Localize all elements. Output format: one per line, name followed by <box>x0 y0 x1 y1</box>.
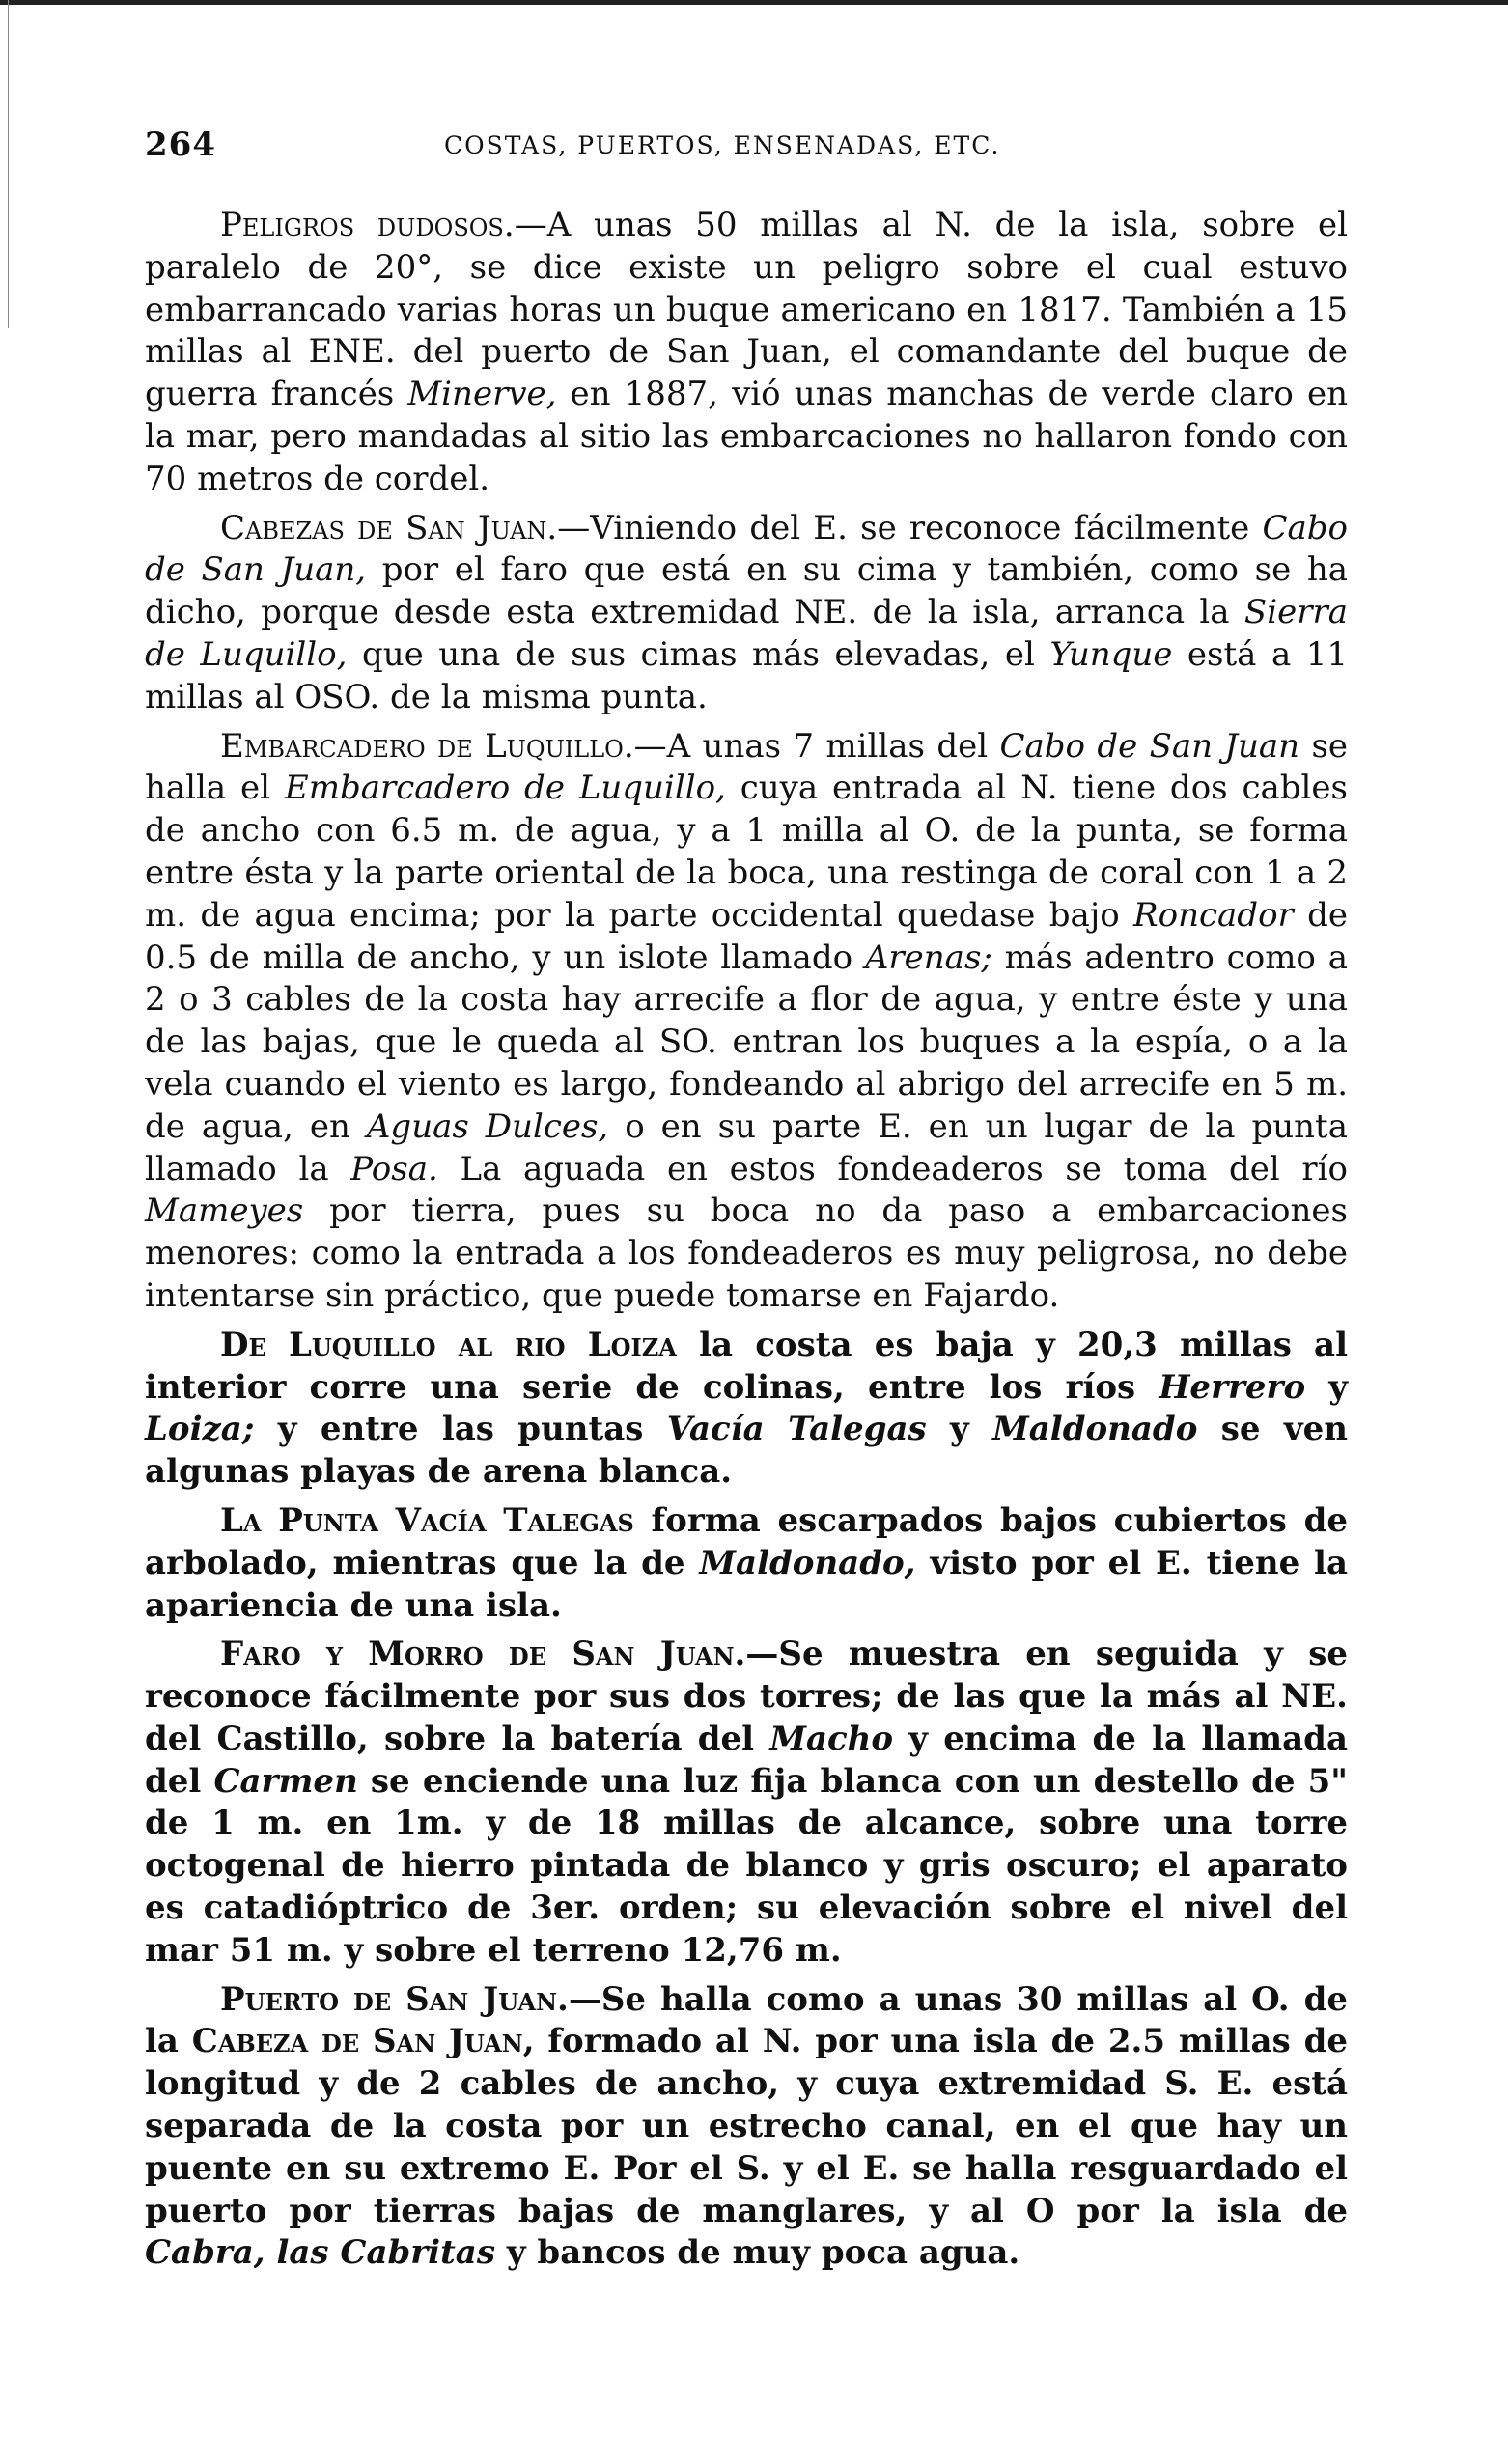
section-heading: Peligros dudosos. <box>220 206 515 244</box>
text-run: en 1887, vió unas manchas de verde claro en la mar, pero mandadas al sitio las embarcaciones no hallaron fondo con 70 metros de cordel. <box>145 375 1348 498</box>
italic-text: Maldonado <box>992 1410 1198 1449</box>
paragraph <box>145 1500 1348 1627</box>
text-run: y <box>1305 1367 1348 1407</box>
paragraph <box>145 726 1348 1318</box>
italic-text: Maldonado, <box>699 1543 916 1582</box>
italic-text: Loiza; <box>145 1410 255 1449</box>
text-run: —Se halla como a unas 30 millas al O. de la <box>145 1979 1349 2061</box>
section-heading: Embarcadero de Luquillo. <box>220 726 634 766</box>
italic-text: Cabo de San Juan, <box>145 508 1348 590</box>
text-run: cuya entrada al N. tiene dos cables de ancho con 6.5 m. de agua, y a 1 milla al O. de la punta, se forma entre ésta y la parte oriental de la boca, una restinga de coral con 1 a 2 m. de agua encima; por la parte occidental quedase bajo <box>145 769 1349 935</box>
text-run: y encima de la llamada del <box>145 1719 1348 1801</box>
paragraph <box>145 1634 1348 1972</box>
paragraph <box>145 508 1348 719</box>
italic-text: Cabra, las Cabritas <box>145 2233 495 2273</box>
italic-text: Arenas; <box>864 938 992 977</box>
page-top-border <box>0 0 1508 5</box>
text-run: —Viniendo del E. se reconoce fácilmente <box>557 508 1263 547</box>
italic-text: Sierra de Luquillo, <box>145 593 1348 674</box>
italic-text: Herrero <box>1159 1367 1306 1407</box>
paragraph <box>145 1325 1348 1494</box>
paragraph <box>145 1979 1348 2276</box>
section-heading: Faro y Morro de San Juan. <box>220 1635 746 1674</box>
italic-text: Macho <box>769 1719 894 1758</box>
italic-text: Minerve, <box>407 375 557 414</box>
italic-text: Yunque <box>1049 634 1173 674</box>
section-heading: De Luquillo al rio Loiza <box>220 1325 677 1364</box>
text-run: se halla el <box>145 726 1349 808</box>
italic-text: Aguas Dulces, <box>366 1106 609 1146</box>
italic-text: Roncador <box>1133 895 1294 935</box>
text-run: y entre las puntas <box>254 1410 667 1449</box>
page-header <box>145 126 1361 174</box>
text-body <box>145 205 1348 2282</box>
text-run: —A unas 50 millas al N. de la isla, sobre el paralelo de 20°, se dice existe un peligro sobre el cual estuvo embarrancado varias horas un buque americano en 1817. También a 15 millas al ENE. del puerto de San Juan, el comandante del buque de guerra francés <box>145 206 1349 414</box>
italic-text: Posa. <box>350 1149 438 1189</box>
text-run: por tierra, pues su boca no da paso a embarcaciones menores: como la entrada a los fondeaderos es muy peligrosa, no debe intentarse sin práctico, que puede tomarse en Fajardo. <box>145 1191 1348 1315</box>
italic-text: Cabo de San Juan <box>999 726 1300 766</box>
text-run: forma escarpados bajos cubiertos de arbolado, mientras que la de <box>145 1500 1348 1582</box>
text-run: y bancos de muy poca agua. <box>494 2233 1020 2273</box>
italic-text: Embarcadero de Luquillo, <box>284 769 726 808</box>
text-run: visto por el E. tiene la apariencia de una isla. <box>145 1543 1349 1625</box>
text-run: se ven algunas playas de arena blanca. <box>145 1410 1348 1492</box>
text-run: está a 11 millas al OSO. de la misma punta. <box>145 634 1349 716</box>
text-run: de 0.5 de milla de ancho, y un islote llamado <box>145 895 1348 977</box>
text-run: y <box>926 1410 993 1449</box>
text-run: que una de sus cimas más elevadas, el <box>347 634 1050 674</box>
section-heading: Puerto de San Juan. <box>220 1979 569 2019</box>
text-run: —A unas 7 millas del <box>633 726 1000 766</box>
text-run: más adentro como a 2 o 3 cables de la costa hay arrecife a flor de agua, y entre éste y una de las bajas, que le queda al SO. entran los buques a la espía, o a la vela cuando el viento es largo, fondeando al abrigo del arrecife en 5 m. de agua, en <box>145 938 1348 1146</box>
italic-text: Mameyes <box>145 1191 304 1231</box>
italic-text: Vacía Talegas <box>666 1410 927 1449</box>
section-heading: Cabeza de San Juan, <box>191 2022 535 2061</box>
section-heading: Cabezas de San Juan. <box>220 508 558 547</box>
text-run: por el faro que está en su cima y también, como se ha dicho, porque desde esta extremidad NE. de la isla, arranca la <box>145 550 1348 632</box>
page-left-edge-line <box>8 0 9 328</box>
text-run: formado al N. por una isla de 2.5 millas de longitud y de 2 cables de ancho, y cuya extremidad S. E. está separada de la costa por un estrecho canal, en el que hay un puente en su extremo E. Por el S. y el E. se halla resguardado el puerto por tierras bajas de manglares, y al O por la isla de <box>145 2022 1348 2230</box>
section-heading: La Punta Vacía Talegas <box>220 1500 634 1540</box>
running-title: COSTAS, PUERTOS, ENSENADAS, ETC. <box>444 131 1001 159</box>
text-run: o en su parte E. en un lugar de la punta llamado la <box>145 1106 1348 1189</box>
text-run: —Se muestra en seguida y se reconoce fácilmente por sus dos torres; de las que la más al NE. del Castillo, sobre la batería del <box>145 1635 1348 1758</box>
text-run: la costa es baja y 20,3 millas al interior corre una serie de colinas, entre los ríos <box>145 1325 1349 1407</box>
text-run: La aguada en estos fondeaderos se toma del río <box>437 1149 1348 1189</box>
page-number: 264 <box>145 126 216 164</box>
paragraph <box>145 205 1348 501</box>
italic-text: Carmen <box>213 1761 358 1801</box>
text-run: se enciende una luz fija blanca con un destello de 5" de 1 m. en 1m. y de 18 millas de alcance, sobre una torre octogenal de hierro pintada de blanco y gris oscuro; el aparato es catadióptrico de 3er. orden; su elevación sobre el nivel del mar 51 m. y sobre el terreno 12,76 m. <box>145 1761 1348 1970</box>
